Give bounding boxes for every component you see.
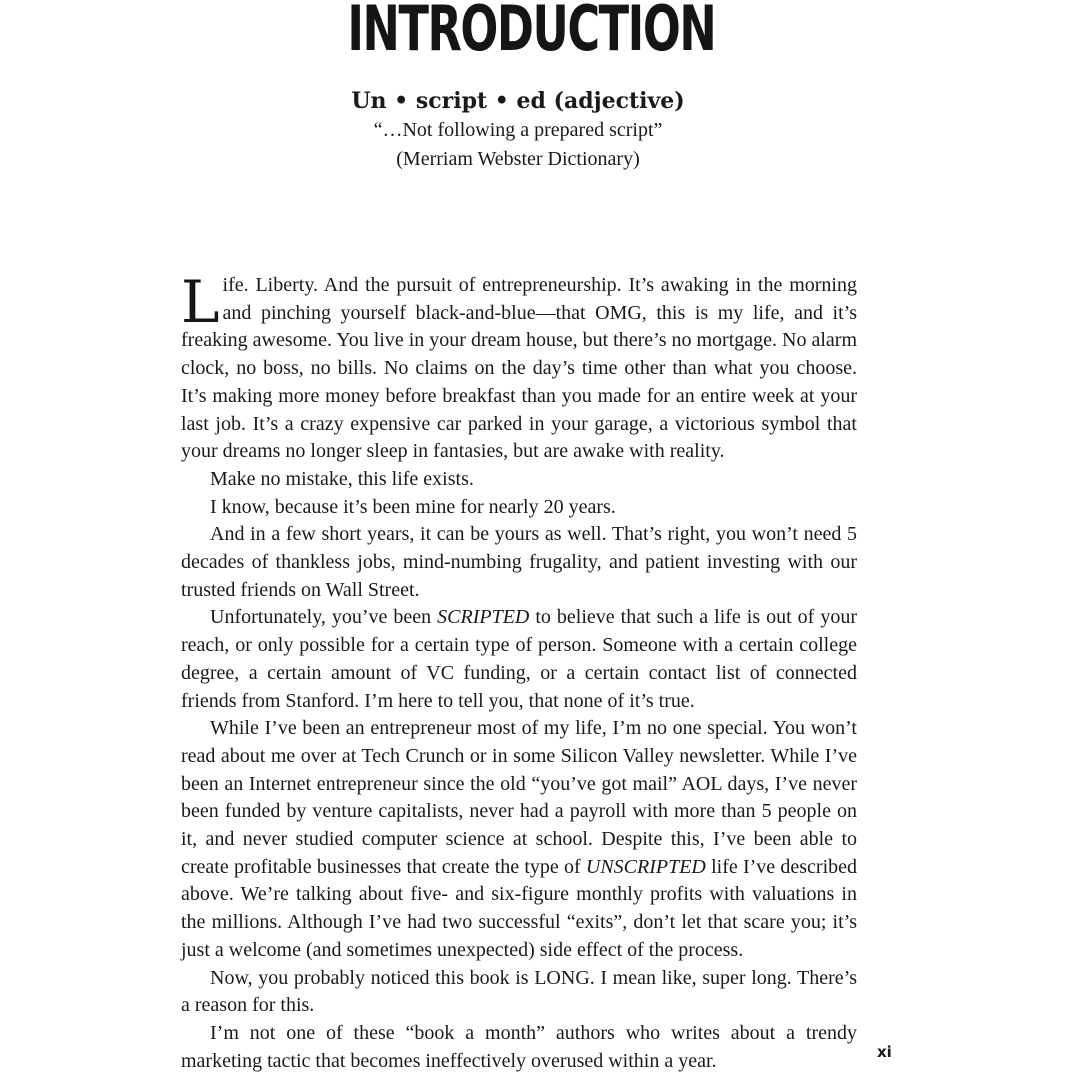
definition-source: (Merriam Webster Dictionary) [396, 148, 640, 170]
paragraph-5-after: to believe that such a life is out of your reach, or only possible for a certain type of person. Someone with a certain college degree, a certain amount of VC funding, or a certain contact list of connected friends from Stanford. I’m here to tell you, that none of it’s true. [181, 606, 857, 712]
page-title: INTRODUCTION [347, 0, 716, 65]
paragraph-3: I know, because it’s been mine for nearly 20 years. [210, 495, 616, 518]
paragraph-6-after: life I’ve described above. We’re talking about five- and six-figure monthly profits with valuations in the millions. Although I’ve had two successful “exits”, don’t let that scare you; it’s just a welcome (and sometimes unexpected) side effect of the process. [181, 855, 857, 961]
body-text [181, 268, 857, 1075]
emphasis-scripted: SCRIPTED [437, 606, 530, 629]
paragraph-4: And in a few short years, it can be yours as well. That’s right, you won’t need 5 decades of thankless jobs, mind-numbing frugality, and patient investing with our trusted friends on Wall Street. [181, 523, 857, 601]
paragraph-1-text: ife. Liberty. And the pursuit of entrepreneurship. It’s awaking in the morning and pinching yourself black-and-blue—that OMG, this is my life, and it’s freaking awesome. You live in your dream house, but there’s no mortgage. No alarm clock, no boss, no bills. No claims on the day’s time other than what you choose. It’s making more money before breakfast than you made for an entire week at your last job. It’s a crazy expensive car parked in your garage, a victorious symbol that your dreams no longer sleep in fantasies, but are awake with reality. [181, 274, 857, 463]
paragraph-5 [181, 604, 857, 715]
definition-text: “…Not following a prepared script” [373, 119, 663, 141]
paragraph-8: I’m not one of these “book a month” authors who writes about a trendy marketing tactic that becomes ineffectively overused within a year. [181, 1021, 857, 1072]
paragraph-1 [181, 268, 857, 466]
definition-block [0, 86, 1036, 174]
emphasis-unscripted: UNSCRIPTED [585, 855, 706, 878]
paragraph-6-before: While I’ve been an entrepreneur most of my life, I’m no one special. You won’t read about me over at Tech Crunch or in some Silicon Valley newsletter. While I’ve been an Internet entrepreneur since the old “you’ve got mail” AOL days, I’ve never been funded by venture capitalists, never had a payroll with more than 5 people on it, and never studied computer science at school. Despite this, I’ve been able to create profitable businesses that create the type of [181, 717, 857, 878]
definition-term: Un • script • ed (adjective) [351, 88, 685, 114]
paragraph-5-before: Unfortunately, you’ve been [210, 606, 438, 629]
drop-cap: L [181, 268, 220, 336]
page-number: xi [877, 1043, 892, 1061]
paragraph-7: Now, you probably noticed this book is LONG. I mean like, super long. There’s a reason for this. [181, 966, 857, 1017]
paragraph-6 [181, 715, 857, 964]
paragraph-2: Make no mistake, this life exists. [210, 467, 474, 490]
